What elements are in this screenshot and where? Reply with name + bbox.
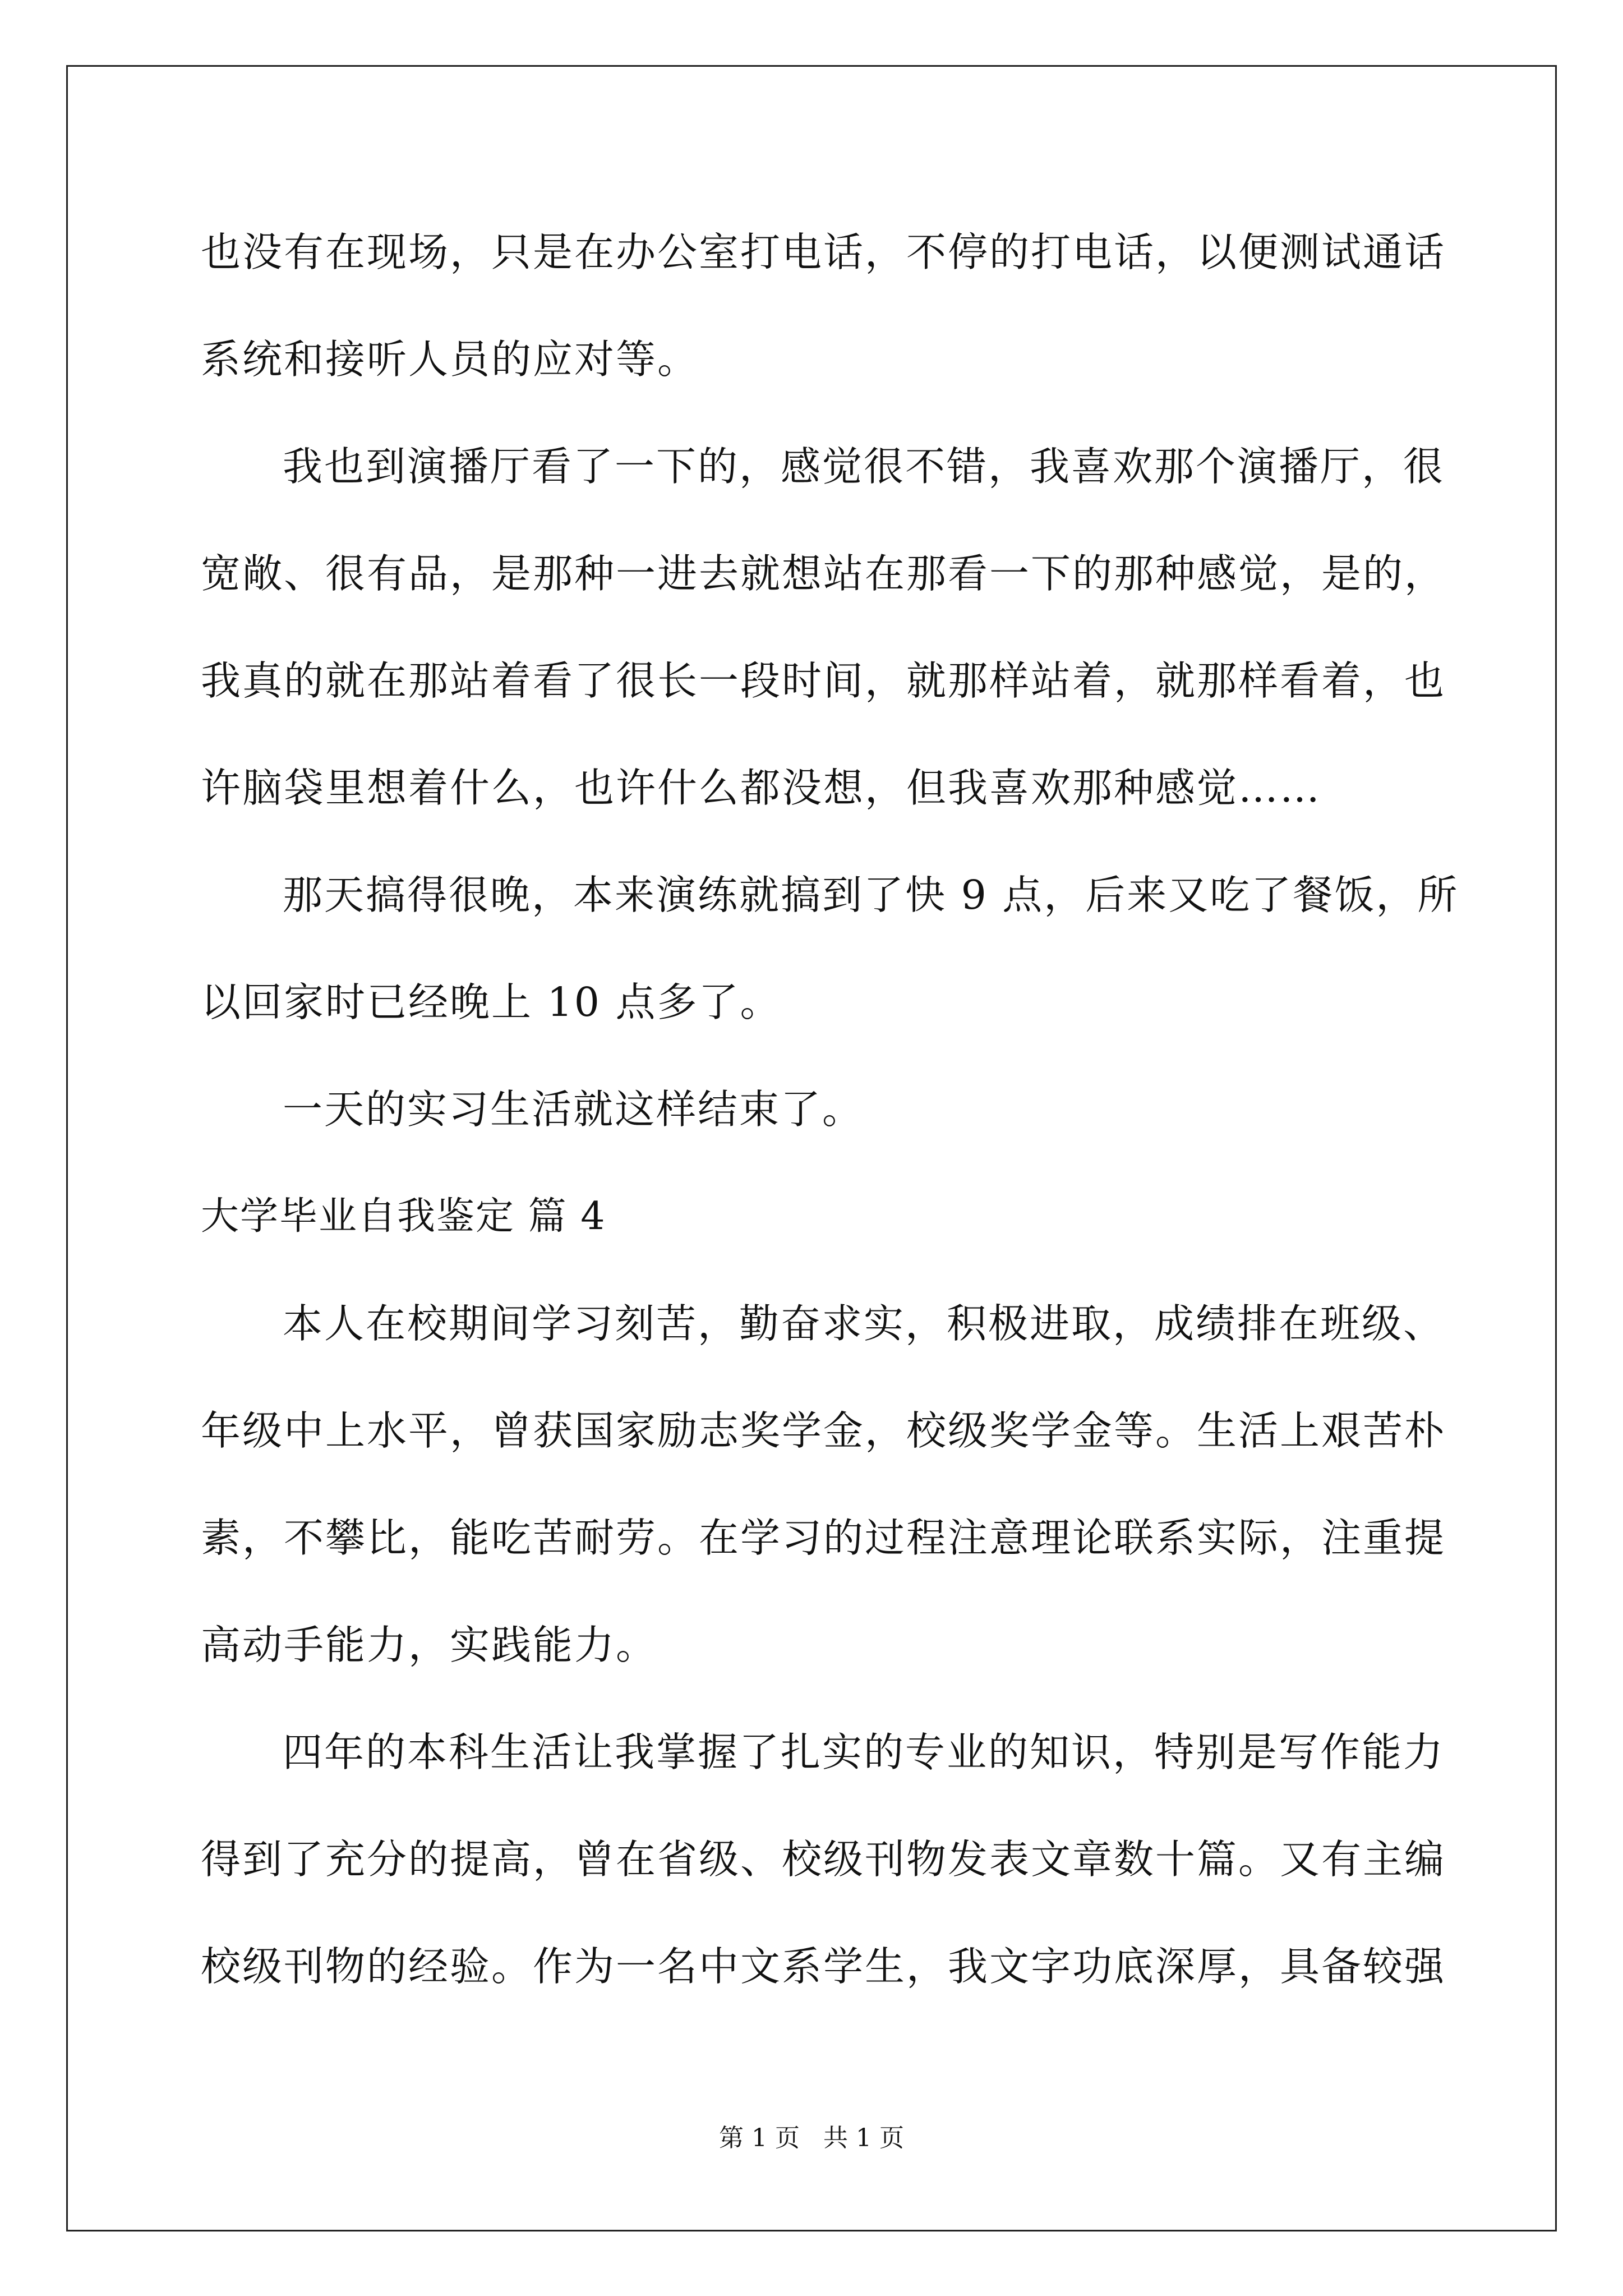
text-line: 宽敞、很有品，是那种一进去就想站在那看一下的那种感觉，是的，: [201, 550, 1446, 597]
text-line: 本人在校期间学习刻苦，勤奋求实，积极进取，成绩排在班级、: [283, 1300, 1445, 1347]
text-line: 我也到演播厅看了一下的，感觉很不错，我喜欢那个演播厅，很: [283, 443, 1445, 490]
page-footer: [0, 2122, 1623, 2155]
text-line: 高动手能力，实践能力。: [201, 1622, 658, 1668]
text-line: 得到了充分的提高，曾在省级、校级刊物发表文章数十篇。又有主编: [201, 1836, 1446, 1883]
document-body: [201, 210, 1459, 2032]
text-line: 素，不攀比，能吃苦耐劳。在学习的过程注意理论联系实际，注重提: [201, 1515, 1446, 1561]
text-line: 以回家时已经晚上 10 点多了。: [201, 979, 782, 1025]
page-number-current: 第 1 页: [719, 2124, 800, 2152]
text-line: 系统和接听人员的应对等。: [201, 336, 699, 383]
section-heading: 大学毕业自我鉴定 篇 4: [201, 1194, 606, 1239]
text-line: 校级刊物的经验。作为一名中文系学生，我文字功底深厚，具备较强: [201, 1943, 1446, 1990]
text-line: 一天的实习生活就这样结束了。: [283, 1086, 864, 1133]
text-line: 也没有在现场，只是在办公室打电话，不停的打电话，以便测试通话: [201, 229, 1446, 275]
text-line: 四年的本科生活让我掌握了扎实的专业的知识，特别是写作能力: [283, 1729, 1445, 1775]
page-number-total: 共 1 页: [823, 2124, 904, 2152]
text-line: 许脑袋里想着什么，也许什么都没想，但我喜欢那种感觉……: [201, 765, 1322, 811]
text-line: 那天搞得很晚，本来演练就搞到了快 9 点，后来又吃了餐饭，所: [283, 872, 1459, 918]
text-line: 我真的就在那站着看了很长一段时间，就那样站着，就那样看着，也: [201, 657, 1446, 704]
text-line: 年级中上水平，曾获国家励志奖学金，校级奖学金等。生活上艰苦朴: [201, 1407, 1446, 1454]
